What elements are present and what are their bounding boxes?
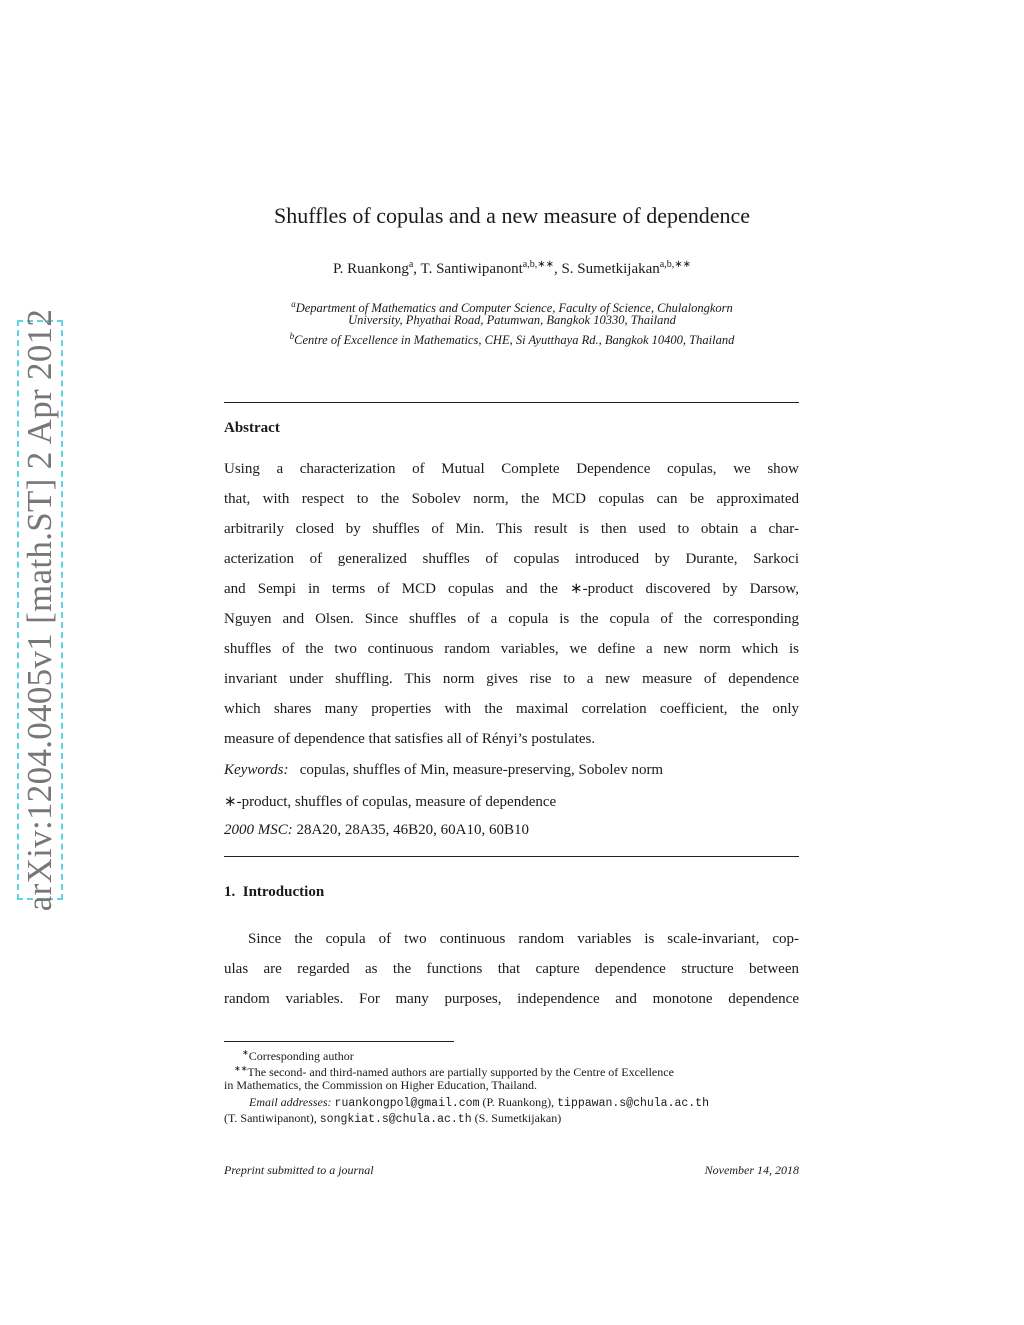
abstract-line: Using a characterization of Mutual Complete Dependence copulas, we show [224, 461, 799, 477]
email-owner: (S. Sumetkijakan) [474, 1111, 562, 1125]
affiliation-mark: a [291, 299, 296, 309]
msc-label: 2000 MSC: [224, 822, 293, 838]
email-label: Email addresses: [249, 1095, 332, 1109]
footnote-text: The second- and third-named authors are partially supported by the Centre of Excellence [247, 1065, 674, 1079]
abstract-line: that, with respect to the Sobolev norm, the MCD copulas can be approximated [224, 491, 799, 507]
footer-date: November 14, 2018 [704, 1163, 799, 1177]
footnote-rule [224, 1041, 454, 1042]
keywords-line1 [224, 762, 799, 779]
footnote-mark: ∗∗ [234, 1064, 248, 1073]
abstract-line: invariant under shuffling. This norm gives rise to a new measure of dependence [224, 671, 799, 687]
author-affiliation-mark: a [408, 259, 414, 270]
abstract-heading: Abstract [224, 420, 280, 436]
email-owner: (T. Santiwipanont), [224, 1111, 317, 1125]
affiliation-text: Centre of Excellence in Mathematics, CHE, Si Ayutthaya Rd., Bangkok 10400, Thailand [294, 333, 735, 348]
author-affiliation-mark: a,b,∗∗ [659, 259, 691, 270]
introduction-body [224, 924, 799, 1014]
author-name: T. Santiwipanont [420, 261, 523, 277]
intro-line: Since the copula of two continuous random variables is scale-invariant, cop- [248, 931, 799, 947]
intro-line: ulas are regarded as the functions that capture dependence structure between [224, 961, 799, 977]
author-affiliation-mark: a,b,∗∗ [522, 259, 554, 270]
abstract-line: acterization of generalized shuffles of copulas introduced by Durante, Sarkoci [224, 551, 799, 567]
abstract-line: Nguyen and Olsen. Since shuffles of a copula is the copula of the corresponding [224, 611, 799, 627]
abstract-line: arbitrarily closed by shuffles of Min. This result is then used to obtain a char- [224, 521, 799, 537]
section-heading-introduction: 1. Introduction [224, 884, 325, 900]
email-link[interactable]: songkiat.s@chula.ac.th [319, 1113, 472, 1126]
arxiv-stamp: arXiv:1204.0405v1 [math.ST] 2 Apr 2012 [17, 320, 63, 900]
keywords-line2: ∗-product, shuffles of copulas, measure of dependence [224, 794, 557, 810]
abstract-line: which shares many properties with the maximal correlation coefficient, the only [224, 701, 799, 717]
affiliation-b-line1 [0, 328, 1024, 348]
paper-title: Shuffles of copulas and a new measure of dependence [273, 203, 751, 228]
footer-preprint-note: Preprint submitted to a journal [224, 1163, 374, 1177]
affiliation-mark: b [289, 331, 295, 341]
author-name: P. Ruankong [333, 261, 409, 277]
keywords-label: Keywords: [224, 762, 289, 778]
footnote-mark: ∗ [242, 1048, 249, 1057]
email-link[interactable]: ruankongpol@gmail.com [334, 1097, 480, 1110]
author-list: P. Ruankong$^a$, T. Santiwipanont$^{a,b,∗∗}$, S. Sumetkijakan$^{a,b,∗∗}$ [333, 259, 691, 277]
author-name: S. Sumetkijakan [561, 261, 660, 277]
abstract-line: and Sempi in terms of MCD copulas and the ∗-product discovered by Darsow, [224, 581, 799, 597]
abstract-line: measure of dependence that satisfies all of Rényi’s postulates. [224, 731, 596, 747]
affiliation-a-line2: University, Phyathai Road, Patumwan, Bangkok 10330, Thailand [348, 313, 676, 327]
abstract-body [224, 454, 799, 754]
email-owner: (P. Ruankong), [482, 1095, 555, 1109]
intro-line: random variables. For many purposes, independence and monotone dependence [224, 991, 799, 1007]
abstract-top-rule [224, 402, 799, 403]
footnote-emails-line2 [224, 1110, 799, 1128]
msc-line [224, 822, 799, 839]
msc-codes: 28A20, 28A35, 46B20, 60A10, 60B10 [296, 822, 530, 838]
email-link[interactable]: tippawan.s@chula.ac.th [557, 1097, 709, 1110]
footnote-text: Corresponding author [248, 1049, 354, 1063]
abstract-line: shuffles of the two continuous random variables, we define a new norm which is [224, 641, 799, 657]
footnote-support-line2: in Mathematics, the Commission on Higher Education, Thailand. [224, 1078, 538, 1092]
abstract-bottom-rule [224, 856, 799, 857]
affiliation-text: Department of Mathematics and Computer Science, Faculty of Science, Chulalongkorn [295, 301, 733, 316]
keywords-text: copulas, shuffles of Min, measure-preserving, Sobolev norm [299, 762, 664, 778]
